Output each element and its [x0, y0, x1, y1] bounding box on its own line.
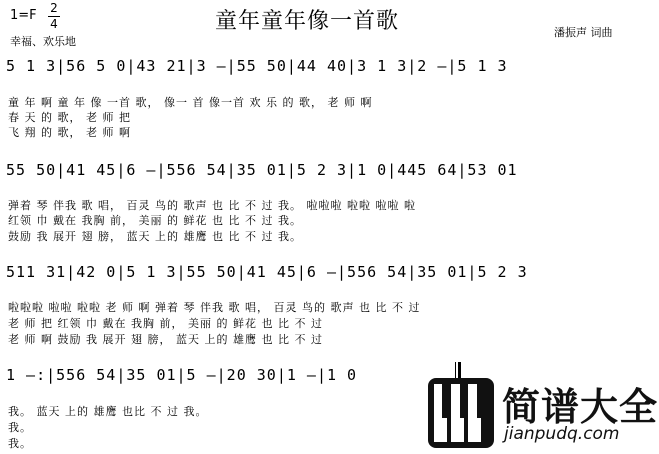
tempo-mood-marking: 幸福、欢乐地 [10, 35, 76, 48]
lyrics-line-4-verse-3: 我。 [8, 437, 32, 450]
lyrics-line-4-verse-1: 我。 蓝天 上的 雄鹰 也比 不 过 我。 [8, 405, 208, 418]
lyrics-line-3-verse-1: 啦啦啦 啦啦 啦啦 老 师 啊 弹着 琴 伴我 歌 唱， 百灵 鸟的 歌声 也 比 不 过 [8, 301, 421, 314]
author-credit: 潘振声 词曲 [554, 26, 613, 39]
notation-line-3: 511 31|42 0|5 1 3|55 50|41 45|6 –|556 54|35 01|5 2 3 [6, 263, 528, 281]
notation-line-1: 5 1 3|56 5 0|43 21|3 –|55 50|44 40|3 1 3|2 –|5 1 3 [6, 57, 508, 75]
notation-line-2: 55 50|41 45|6 –|556 54|35 01|5 2 3|1 0|445 64|53 01 [6, 161, 518, 179]
notation-line-4: 1 –:|556 54|35 01|5 –|20 30|1 –|1 0 [6, 366, 358, 384]
lyrics-line-2-verse-1: 弹着 琴 伴我 歌 唱， 百灵 鸟的 歌声 也 比 不 过 我。 啦啦啦 啦啦 啦啦 啦 [8, 199, 416, 212]
lyrics-line-1-verse-3: 飞 翔 的 歌， 老 师 啊 [8, 126, 131, 139]
lyrics-line-3-verse-3: 老 师 啊 鼓励 我 展开 翅 膀， 蓝天 上的 雄鹰 也 比 不 过 [8, 333, 323, 346]
lyrics-line-2-verse-2: 红领 巾 戴在 我胸 前， 美丽 的 鲜花 也 比 不 过 我。 [8, 214, 302, 227]
lyrics-line-2-verse-3: 鼓励 我 展开 翅 膀， 蓝天 上的 雄鹰 也 比 不 过 我。 [8, 230, 302, 243]
time-signature [48, 2, 60, 31]
lyrics-line-4-verse-2: 我。 [8, 421, 32, 434]
watermark-brand: 简谱大全 [502, 385, 659, 429]
watermark-logo [424, 376, 659, 450]
key-signature: 1=F [10, 8, 37, 23]
lyrics-line-3-verse-2: 老 师 把 红领 巾 戴在 我胸 前， 美丽 的 鲜花 也 比 不 过 [8, 317, 323, 330]
time-signature-top: 2 [50, 1, 58, 15]
watermark-url: jianpudq.com [504, 424, 620, 444]
lyrics-line-1-verse-1: 童 年 啊 童 年 像 一首 歌， 像一 首 像一首 欢 乐 的 歌， 老 师 啊 [8, 96, 373, 109]
song-title: 童年童年像一首歌 [215, 9, 400, 34]
time-signature-bottom: 4 [50, 17, 58, 31]
lyrics-line-1-verse-2: 春 天 的 歌， 老 师 把 [8, 111, 131, 124]
